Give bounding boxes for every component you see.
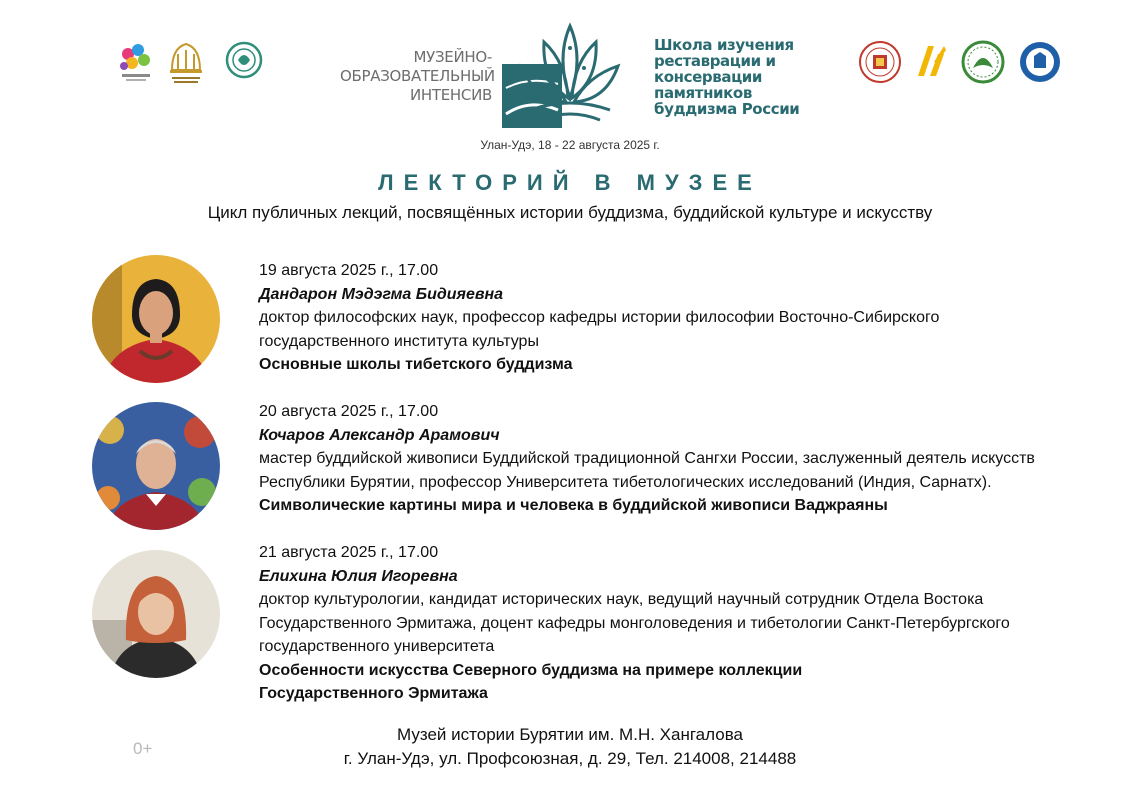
lecturer-photo <box>92 402 220 530</box>
page-subtitle: Цикл публичных лекций, посвящённых истории буддизма, буддийской культуре и искусству <box>207 203 933 222</box>
lecture-date: 19 августа 2025 г., 17.00 <box>259 262 439 279</box>
intensive-line: ОБРАЗОВАТЕЛЬНЫЙ <box>340 67 495 85</box>
museum-name: Музей истории Бурятии им. М.Н. Хангалова <box>397 725 743 744</box>
school-title <box>654 37 814 117</box>
school-line: Школа изучения <box>654 36 794 54</box>
lecturer-description: доктор философских наук, профессор кафедры истории философии Восточно-Сибирского государственного института культуры <box>259 309 940 350</box>
lecture-date: 20 августа 2025 г., 17.00 <box>259 403 439 420</box>
lecture-topic: Символические картины мира и человека в буддийской живописи Ваджраяны <box>259 497 888 514</box>
blue-seal-logo <box>1018 40 1062 84</box>
page-title: ЛЕКТОРИЙ В МУЗЕЕ <box>378 170 762 195</box>
lecture-entry <box>259 400 1119 518</box>
school-line: памятников <box>654 84 752 102</box>
lecturer-description: мастер буддийской живописи Буддийской традиционной Сангхи России, заслуженный деятель искусств Республики Бурятии, профессор Университета тибетологических исследований (Индия, Сарнатх). <box>259 450 1035 491</box>
lecture-topic: Основные школы тибетского буддизма <box>259 356 573 373</box>
school-line: буддизма России <box>654 100 800 118</box>
lotus-logo <box>500 18 640 130</box>
lecturer-name: Дандарон Мэдэгма Бидияевна <box>259 285 504 303</box>
green-circle-logo <box>961 40 1005 84</box>
school-line: реставрации и <box>654 52 776 70</box>
intensive-line: МУЗЕЙНО- <box>413 48 492 66</box>
lecturer-photo <box>92 255 220 383</box>
lecture-date: 21 августа 2025 г., 17.00 <box>259 544 439 561</box>
lecture-entry <box>259 259 1119 377</box>
circle-emblem-logo <box>224 40 264 80</box>
lecture-topic: Особенности искусства Северного буддизма на примере коллекции Государственного Эрмитажа <box>259 661 803 702</box>
intensive-line: ИНТЕНСИВ <box>409 86 492 104</box>
age-rating: 0+ <box>133 739 153 758</box>
museum-address: г. Улан-Удэ, ул. Профсоюзная, д. 29, Тел. 214008, 214488 <box>343 749 797 768</box>
city-dates: Улан-Удэ, 18 - 22 августа 2025 г. <box>480 138 660 152</box>
buryatia-logo <box>116 40 156 86</box>
lecturer-photo <box>92 550 220 678</box>
lecturer-name: Елихина Юлия Игоревна <box>259 567 458 585</box>
lecturer-description: доктор культурологии, кандидат исторических наук, ведущий научный сотрудник Отдела Востока Государственного Эрмитажа, доцент кафедры монголоведения и тибетологии Санкт-Петербургского государственного университета <box>259 591 1010 655</box>
university-seal-logo <box>858 40 902 84</box>
national-museum-logo <box>164 40 208 86</box>
intensive-title <box>340 48 495 105</box>
lecturer-name: Кочаров Александр Арамович <box>259 426 500 444</box>
school-line: консервации <box>654 68 763 86</box>
yellow-letter-logo <box>914 42 948 78</box>
lecture-entry <box>259 541 1119 706</box>
